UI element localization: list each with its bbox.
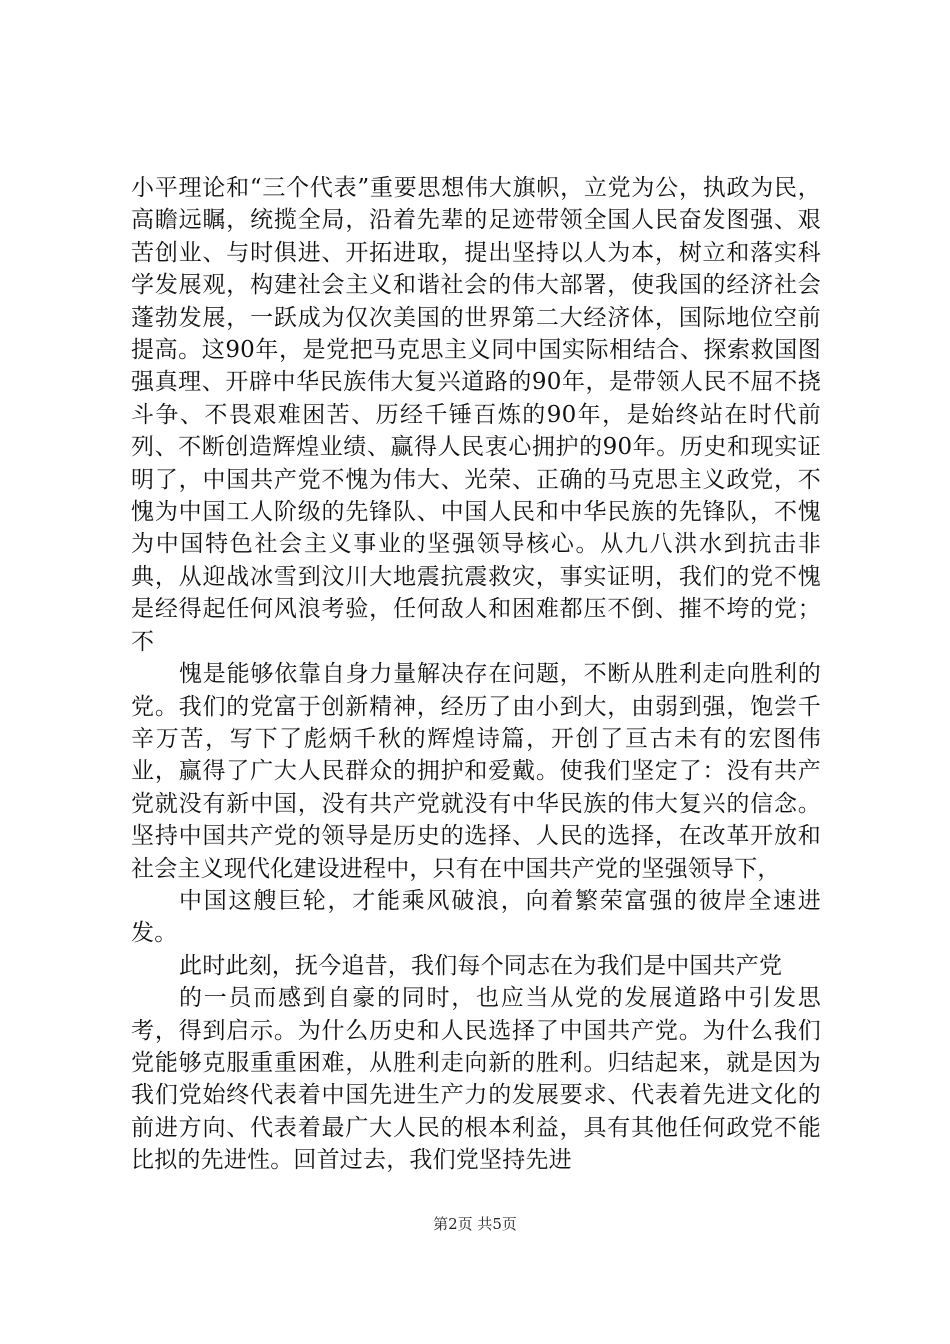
paragraph-2: 愧是能够依靠自身力量解决存在问题，不断从胜利走向胜利的党。我们的党富于创新精神，经历了由小到大，由弱到强，饱尝千辛万苦，写下了彪炳千秋的辉煌诗篇，开创了亘古未有的宏图伟业，赢得了广大人民群众的拥护和爱戴。使我们坚定了：没有共产党就没有新中国，没有共产党就没有中华民族的伟大复兴的信念。坚持中国共产党的领导是历史的选择、人民的选择，在改革开放和社会主义现代化建设进程中，只有在中国共产党的坚强领导下， — [131, 661, 821, 882]
paragraph-5: 的一员而感到自豪的同时，也应当从党的发展道路中引发思考，得到启示。为什么历史和人民选择了中国共产党。为什么我们党能够克服重重困难，从胜利走向新的胜利。归结起来，就是因为我们党始终代表着中国先进生产力的发展要求、代表着先进文化的前进方向、代表着最广大人民的根本利益，具有其他任何政党不能比拟的先进性。回首过去，我们党坚持先进 — [131, 985, 821, 1174]
page-number-footer: 第2页 共5页 — [433, 1215, 517, 1233]
paragraph-3: 中国这艘巨轮，才能乘风破浪，向着繁荣富强的彼岸全速进发。 — [131, 887, 821, 947]
paragraph-4: 此时此刻，抚今追昔，我们每个同志在为我们是中国共产党 — [179, 952, 783, 979]
document-body — [131, 172, 821, 1177]
paragraph-1: 小平理论和“三个代表”重要思想伟大旗帜，立党为公，执政为民，高瞻远瞩，统揽全局，沿着先辈的足迹带领全国人民奋发图强、艰苦创业、与时俱进、开拓进取，提出坚持以人为本，树立和落实科学发展观，构建社会主义和谐社会的伟大部署，使我国的经济社会蓬勃发展，一跃成为仅次美国的世界第二大经济体，国际地位空前提高。这90年，是党把马克思主义同中国实际相结合、探索救国图强真理、开辟中华民族伟大复兴道路的90年，是带领人民不屈不挠斗争、不畏艰难困苦、历经千锤百炼的90年，是始终站在时代前列、不断创造辉煌业绩、赢得人民衷心拥护的90年。历史和现实证明了，中国共产党不愧为伟大、光荣、正确的马克思主义政党，不愧为中国工人阶级的先锋队、中国人民和中华民族的先锋队，不愧为中国特色社会主义事业的坚强领导核心。从九八洪水到抗击非典，从迎战冰雪到汶川大地震抗震救灾，事实证明，我们的党不愧是经得起任何风浪考验，任何敌人和困难都压不倒、摧不垮的党；不 — [131, 175, 821, 655]
